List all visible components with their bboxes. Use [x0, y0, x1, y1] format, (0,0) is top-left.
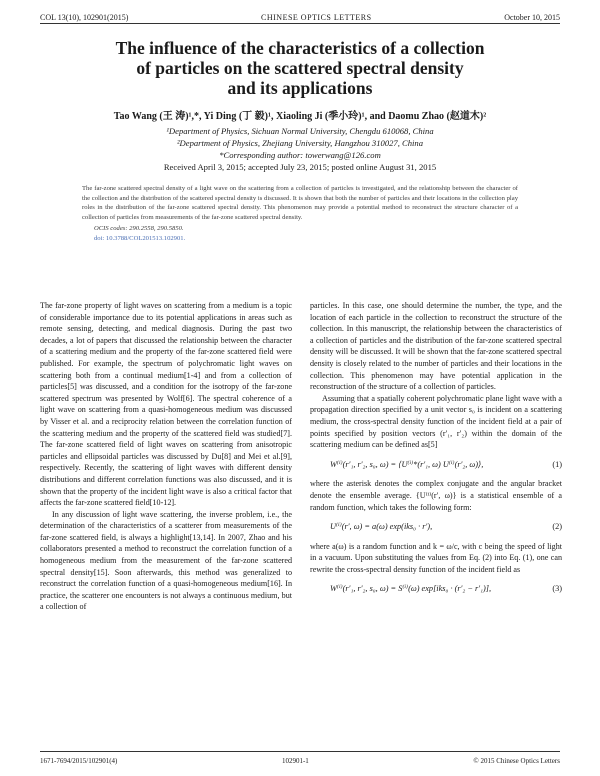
equation-1	[310, 459, 562, 471]
paragraph: In any discussion of light wave scattering, the inverse problem, i.e., the determination of the characteristics of a scatterer from measurements of the far-zone scattered field, is always a highlight[13,14]. In 2007, Zhao and his collaborators presented a method to reconstruct the correlation function of a homogeneous medium from the measurement of the far-zone scattered spectral density[15]. Soon afterwards, this method was generalized to reconstruct the correlation function of a quasi-homogeneous medium[16]. In practice, the scatterer one encounters is not always a continuous medium, but a collection of	[40, 509, 292, 612]
left-column	[40, 300, 292, 613]
doi-link[interactable]: doi: 10.3788/COL201513.102901.	[94, 234, 186, 242]
ocis-codes: OCIS codes: 290.2558, 290.5850.	[94, 225, 184, 233]
title-line-3: and its applications	[227, 78, 373, 98]
running-header	[40, 8, 560, 22]
header-citation: COL 13(10), 102901(2015)	[40, 13, 129, 22]
running-footer	[40, 755, 560, 767]
affiliation-2: ²Department of Physics, Zhejiang University, Hangzhou 310027, China	[176, 138, 424, 148]
affiliation-1: ¹Department of Physics, Sichuan Normal University, Chengdu 610068, China	[166, 126, 434, 136]
footer-issn: 1671-7694/2015/102901(4)	[40, 757, 118, 765]
author-list: Tao Wang (王 涛)¹,*, Yi Ding (丁 毅)¹, Xiaoling Ji (季小玲)¹, and Daomu Zhao (赵道木)²	[113, 111, 487, 122]
equation-2	[310, 521, 562, 533]
equation-number: (1)	[552, 459, 562, 469]
equation-number: (2)	[552, 522, 562, 532]
affiliations	[40, 125, 560, 173]
footer-page: 102901-1	[281, 757, 309, 765]
received-dates: Received April 3, 2015; accepted July 23, 2015; posted online August 31, 2015	[163, 162, 437, 172]
footer-copyright: © 2015 Chinese Optics Letters	[473, 757, 560, 765]
equation-body: U⁽ⁱ⁾(r′, ω) = a(ω) exp(iks₀ · r′),	[330, 522, 433, 532]
equation-3	[310, 583, 562, 595]
equation-number: (3)	[552, 584, 562, 594]
header-rule	[40, 23, 560, 24]
equation-body: W⁽ⁱ⁾(r′₁, r′₂, s₀, ω) = ⟨U⁽ⁱ⁾*(r′₁, ω) U⁽ⁱ⁾(r′₂, ω)⟩,	[330, 459, 484, 469]
paragraph: The far-zone property of light waves on scattering from a medium is a topic of considerable importance due to its potential applications in areas such as remote sensing, detecting, and medical diagnosis. During the past two decades, a lot of papers that discussed the relationship between the character of a scattering medium and the property of the far-zone scattered field were published. For example, the spectrum of polychromatic light waves on scattering both from a continual medium[1-4] and from a collection of particles[5] was discussed, and a condition for the isotropy of the far-zone scattered spectrum was presented by Wolf[6]. The spectral coherence of a light wave on scattering from a quasi-homogeneous medium was discussed by Visser et al. and a reciprocity relation between the correlation function of the scattering medium and the property of the scattered field was studied[7]. The far-zone scattered field of light waves on scattering from anisotropic particles and ellipsoidal particles was discussed by Du[8] and Mei et al.[9], respectively. Recently, the scattering of light waves with different density distributions and different correlation functions was also discussed, and it is shown that the property of the incident light wave is also a critical factor that affects the far-zone scattered field[10-12].	[40, 301, 292, 508]
equation-body: W⁽ⁱ⁾(r′₁, r′₂, s₀, ω) = S⁽ⁱ⁾(ω) exp[iks₀ · (r′₂ − r′₁)],	[330, 584, 492, 594]
title-line-2: of particles on the scattered spectral density	[136, 58, 464, 78]
abstract	[82, 184, 518, 244]
paragraph: Assuming that a spatially coherent polychromatic plane light wave with a propagation direction specified by a unit vector s₀ is incident on a scattering medium, the cross-spectral density function of the incident field at a pair of points specified by position vectors (r′₁, r′₂) within the domain of the scattering medium can be defined as[5]	[310, 393, 562, 450]
paragraph: where a(ω) is a random function and k = ω/c, with c being the speed of light in a vacuum. Upon substituting the values from Eq. (2) into Eq. (1), one can rewrite the cross-spectral density function of the incident field as	[310, 541, 562, 574]
corresponding-author: *Corresponding author: towerwang@126.com	[219, 150, 381, 160]
header-journal: CHINESE OPTICS LETTERS	[261, 13, 372, 22]
paragraph: particles. In this case, one should determine the number, the type, and the location of each particle in the collection to reconstruct the structure of the collection. In this manuscript, the relationship between the characteristics of a collection of particles and the distribution of the far-zone scattered spectral density will be discussed. It will be shown that the far-zone scattered spectral density is closely related to the number of particles and their locations in the collection. This phenomenon may have potential application in the reconstruction of the structure of a collection of particles.	[310, 301, 562, 392]
title-line-1: The influence of the characteristics of a collection	[115, 38, 485, 58]
abstract-text: The far-zone scattered spectral density of a light wave on the scattering from a collection of particles is investigated, and the relationship between the character of the collection and the distribution of the scattered spectral density is discussed. It is shown that both the number of particles and their locations in the collection play roles in the distribution of the far-zone scattered spectral density. This phenomenon may provide a potential method to reconstruct the structure character of a collection of particles from measurements of the far-zone scattered spectral density.	[82, 185, 518, 221]
paragraph: where the asterisk denotes the complex conjugate and the angular bracket denote the ensemble average. {U⁽ⁱ⁾(r′, ω)} is a statistical ensemble of a random function, which takes the following form:	[310, 479, 562, 512]
footer-rule	[40, 751, 560, 752]
paper-title	[60, 38, 540, 98]
header-date: October 10, 2015	[504, 13, 560, 22]
right-column	[310, 300, 562, 603]
